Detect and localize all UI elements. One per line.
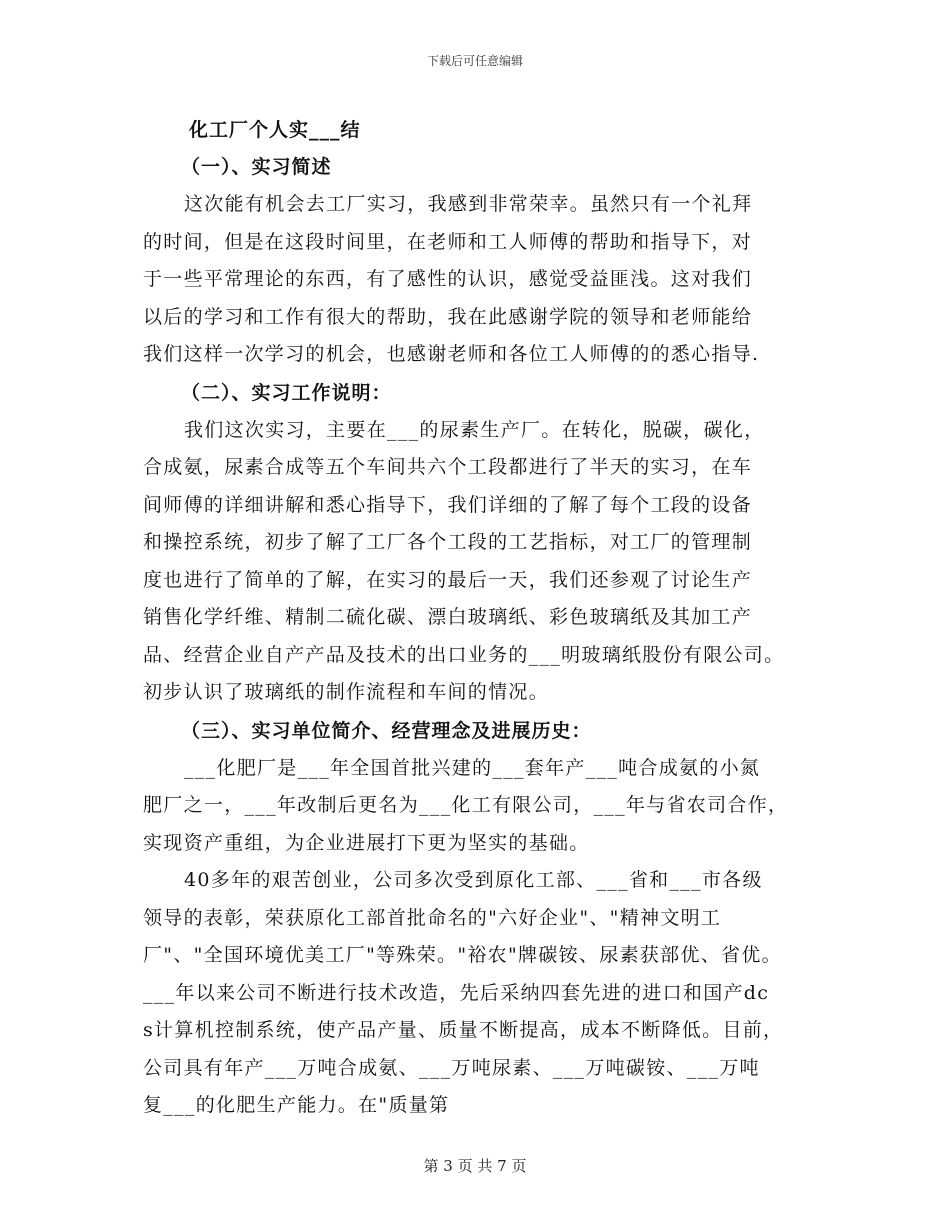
- text-line: 度也进行了简单的了解，在实习的最后一天，我们还参观了讨论生产: [143, 568, 753, 591]
- text-line: 公司具有年产___万吨合成氨、___万吨尿素、___万吨碳铵、___万吨: [143, 1056, 760, 1079]
- text-line: 肥厂之一，___年改制后更名为___化工有限公司，___年与省农司合作，: [143, 794, 789, 816]
- text-line: s计算机控制系统，使产品产量、质量不断提高，成本不断降低。目前，: [143, 1019, 784, 1041]
- text-line: ___化肥厂是___年全国首批兴建的___套年产___吨合成氨的小氮: [184, 756, 761, 779]
- text-line: 实现资产重组，为企业进展打下更为坚实的基础。: [143, 831, 590, 854]
- text-line: 品、经营企业自产产品及技术的出口业务的___明玻璃纸股份有限公司。: [143, 643, 785, 666]
- section-heading-2: （二）、实习工作说明：: [181, 381, 392, 404]
- text-line: 复___的化肥生产能力。在"质量第: [143, 1094, 450, 1116]
- text-line: 销售化学纤维、精制二硫化碳、漂白玻璃纸、彩色玻璃纸及其加工产: [143, 606, 753, 628]
- text-line: 的时间，但是在这段时间里，在老师和工人师傅的帮助和指导下，对: [143, 230, 753, 253]
- text-line: 我们这次实习，主要在___的尿素生产厂。在转化，脱碳，碳化，: [184, 418, 765, 441]
- document-body: [143, 112, 808, 1125]
- document-title: 化工厂个人实___结: [189, 119, 361, 141]
- text-line: 间师傅的详细讲解和悉心指导下，我们详细的了解了每个工段的设备: [143, 493, 753, 516]
- section-heading-1: （一）、实习简述: [181, 156, 332, 178]
- text-line: 这次能有机会去工厂实习，我感到非常荣幸。虽然只有一个礼拜: [184, 193, 753, 215]
- text-line: 领导的表彰，荣获原化工部首批命名的"六好企业"、"精神文明工: [143, 906, 722, 929]
- text-line: 初步认识了玻璃纸的制作流程和车间的情况。: [143, 681, 550, 703]
- text-line: 以后的学习和工作有很大的帮助，我在此感谢学院的领导和老师能给: [143, 305, 753, 328]
- text-line: 厂"、"全国环境优美工厂"等殊荣。"裕农"牌碳铵、尿素获部优、省优。: [143, 944, 782, 966]
- page-number: 第 3 页 共 7 页: [423, 1157, 527, 1175]
- text-line: ___年以来公司不断进行技术改造，先后采纳四套先进的进口和国产dc: [143, 981, 770, 1004]
- page-header: 下载后可任意编辑: [426, 54, 523, 68]
- text-line: 40多年的艰苦创业，公司多次受到原化工部、___省和___市各级: [184, 869, 763, 891]
- section-heading-3: （三）、实习单位简介、经营理念及进展历史：: [181, 719, 592, 742]
- text-line: 合成氨，尿素合成等五个车间共六个工段都进行了半天的实习，在车: [143, 456, 753, 478]
- text-line: 于一些平常理论的东西，有了感性的认识，感觉受益匪浅。这对我们: [143, 268, 753, 290]
- text-line: 和操控系统，初步了解了工厂各个工段的工艺指标，对工厂的管理制: [143, 531, 753, 553]
- text-line: 我们这样一次学习的机会，也感谢老师和各位工人师傅的的悉心指导.: [143, 343, 760, 365]
